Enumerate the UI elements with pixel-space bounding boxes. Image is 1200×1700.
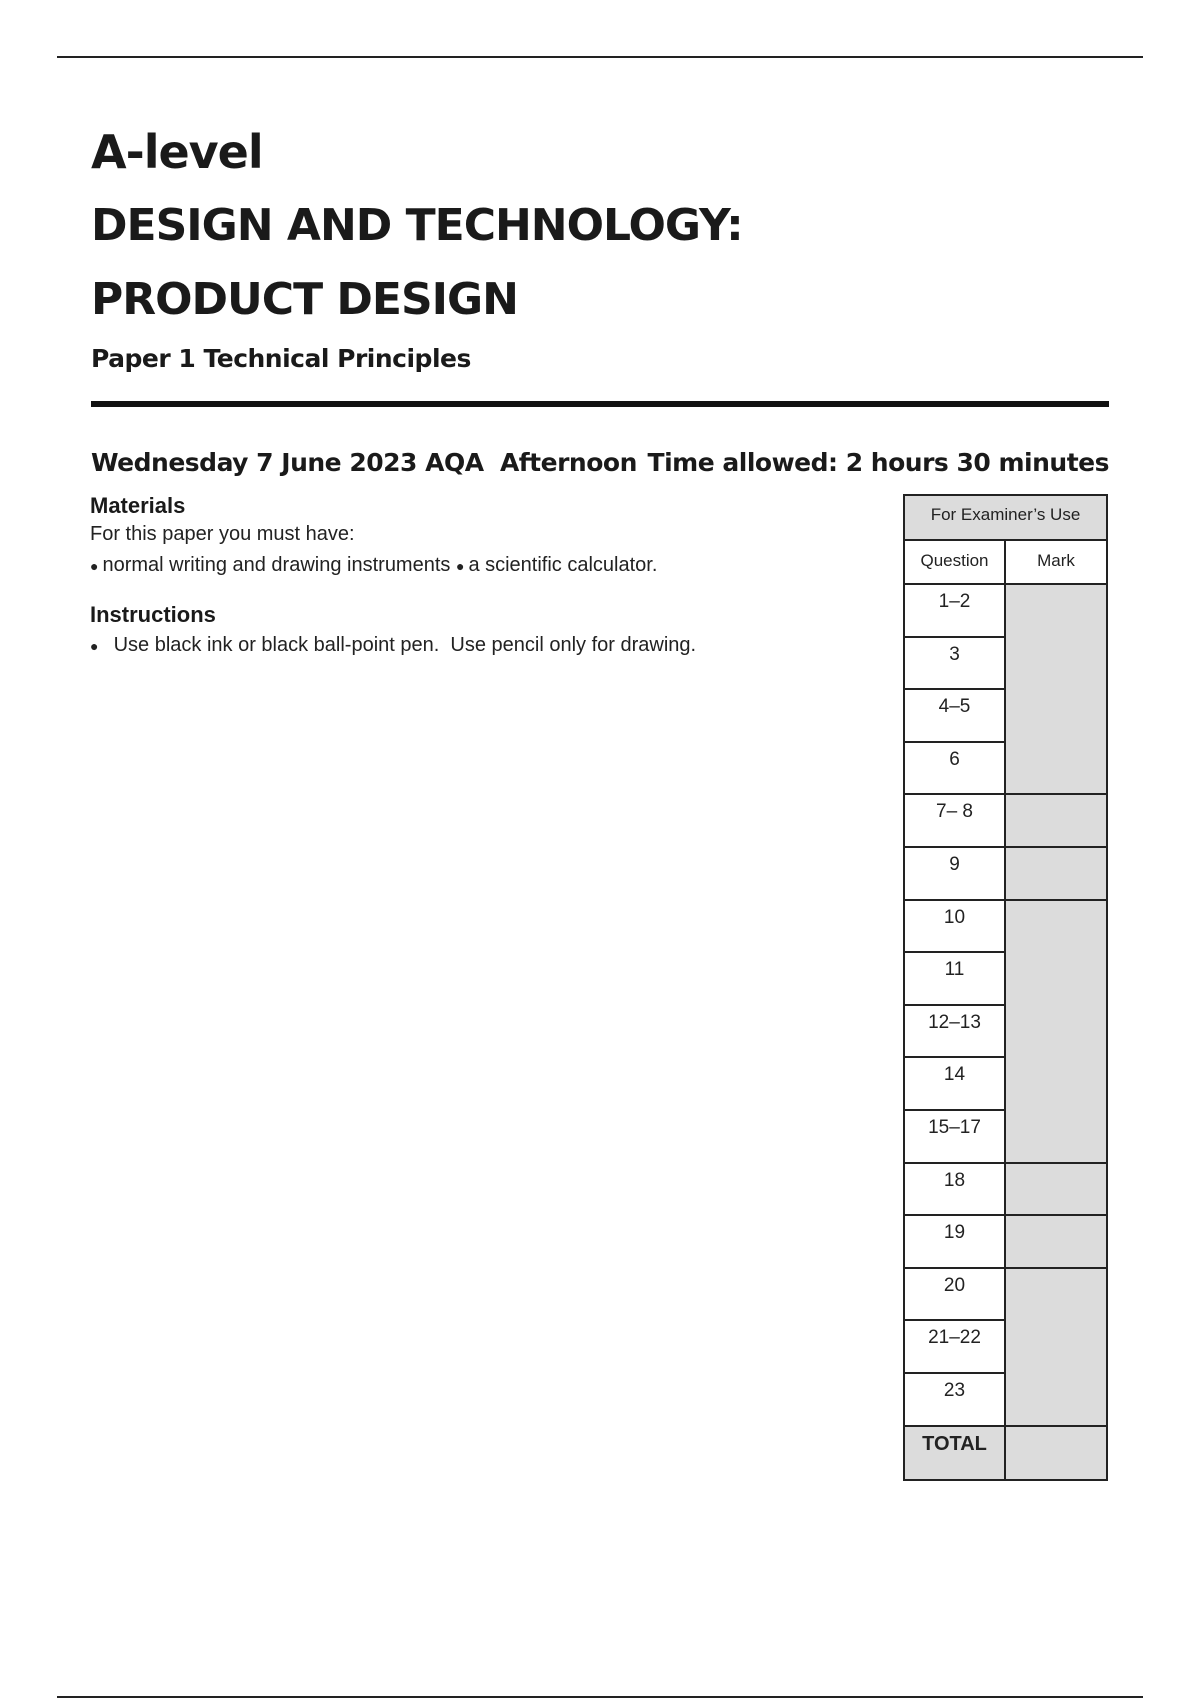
exam-date: Wednesday 7 June 2023 AQA Afternoon [91, 448, 637, 477]
materials-item-1: normal writing and drawing instruments [102, 554, 451, 576]
examiner-table [903, 494, 1108, 1481]
mark-cell [1006, 690, 1106, 743]
question-cell: 3 [905, 638, 1006, 691]
mark-cell [1006, 1058, 1106, 1111]
table-row [905, 901, 1106, 954]
mark-cell [1006, 1216, 1106, 1269]
mark-cell [1006, 1374, 1106, 1427]
question-column-header: Question [905, 541, 1006, 583]
bullet-icon: ● [90, 557, 99, 574]
question-cell: 21–22 [905, 1321, 1006, 1374]
materials-heading: Materials [90, 493, 186, 518]
table-row [905, 795, 1106, 848]
question-cell: 12–13 [905, 1006, 1006, 1059]
mark-cell [1006, 1111, 1106, 1164]
materials-intro: For this paper you must have: [90, 523, 355, 545]
mark-cell [1006, 901, 1106, 954]
materials-list [90, 551, 657, 580]
mark-cell [1006, 953, 1106, 1006]
table-row [905, 1111, 1106, 1164]
bottom-rule [57, 1696, 1143, 1698]
table-row [905, 1058, 1106, 1111]
question-cell: 1–2 [905, 585, 1006, 638]
table-row [905, 953, 1106, 1006]
mark-cell [1006, 848, 1106, 901]
qualification-title: A-level [91, 125, 263, 179]
total-label: TOTAL [905, 1427, 1006, 1479]
mark-cell [1006, 795, 1106, 848]
mark-cell [1006, 1321, 1106, 1374]
question-cell: 9 [905, 848, 1006, 901]
question-cell: 6 [905, 743, 1006, 796]
table-row [905, 1216, 1106, 1269]
question-cell: 23 [905, 1374, 1006, 1427]
table-row [905, 585, 1106, 638]
table-row [905, 743, 1106, 796]
materials-item-2: a scientific calculator. [468, 554, 658, 576]
examiner-table-title: For Examiner’s Use [905, 496, 1106, 541]
question-cell: 19 [905, 1216, 1006, 1269]
question-cell: 18 [905, 1164, 1006, 1217]
table-row [905, 1006, 1106, 1059]
bullet-icon: ● [455, 557, 465, 574]
mark-cell [1006, 1164, 1106, 1217]
mark-cell [1006, 585, 1106, 638]
table-row [905, 1374, 1106, 1427]
total-mark-cell [1006, 1427, 1106, 1479]
table-row [905, 690, 1106, 743]
table-row [905, 1321, 1106, 1374]
table-row [905, 848, 1106, 901]
instructions-heading: Instructions [90, 602, 216, 627]
subject-title-line-1: DESIGN AND TECHNOLOGY: [91, 200, 743, 251]
question-cell: 4–5 [905, 690, 1006, 743]
question-cell: 15–17 [905, 1111, 1006, 1164]
instructions-list [90, 631, 696, 660]
question-cell: 10 [905, 901, 1006, 954]
total-row [905, 1427, 1106, 1479]
examiner-table-header-row [905, 541, 1106, 585]
mark-cell [1006, 743, 1106, 796]
header-divider [91, 401, 1109, 407]
table-row [905, 638, 1106, 691]
question-cell: 7– 8 [905, 795, 1006, 848]
subject-title-line-2: PRODUCT DESIGN [91, 274, 518, 325]
question-cell: 14 [905, 1058, 1006, 1111]
bullet-icon: ● [90, 637, 99, 654]
question-cell: 11 [905, 953, 1006, 1006]
time-allowed: Time allowed: 2 hours 30 minutes [647, 448, 1109, 477]
table-row [905, 1269, 1106, 1322]
mark-column-header: Mark [1006, 541, 1106, 583]
top-rule [57, 56, 1143, 58]
table-row [905, 1164, 1106, 1217]
instructions-item-1: Use black ink or black ball-point pen. Use pencil only for drawing. [113, 634, 697, 656]
paper-title: Paper 1 Technical Principles [91, 344, 471, 373]
question-cell: 20 [905, 1269, 1006, 1322]
mark-cell [1006, 1269, 1106, 1322]
mark-cell [1006, 1006, 1106, 1059]
mark-cell [1006, 638, 1106, 691]
